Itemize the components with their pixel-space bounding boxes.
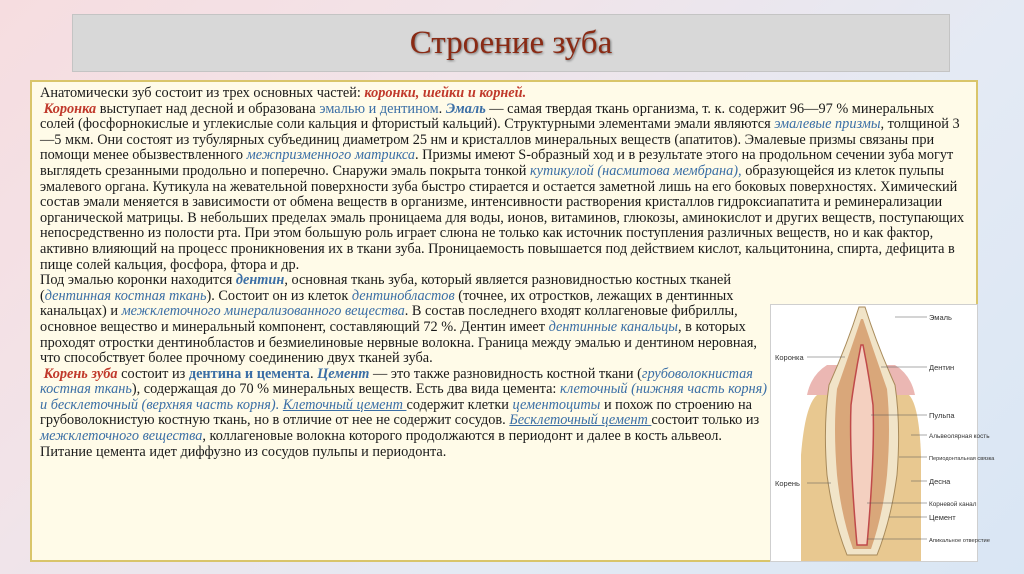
text-run: , основная ткань зуба, который является разновидностью костных тканей (	[40, 272, 732, 304]
term-enamel: Эмаль	[445, 100, 486, 117]
label-crown: Коронка	[775, 353, 804, 362]
text-run: — самая твердая ткань организма, т. к. содержит 96—97 % минеральных солей (фосфорнокислые и углекислые соли кальция и фтористый кальций). Структурными элементами эмали являются	[40, 100, 935, 133]
label-periodontal-ligament: Периодонтальная связка	[929, 456, 995, 462]
term-interprism-matrix: межпризменного матрикса	[246, 147, 415, 164]
text-run: ). Состоит он из клеток	[206, 287, 352, 304]
text-run: .	[438, 100, 446, 117]
term-intercellular-substance-2: межклеточного вещества	[40, 428, 203, 445]
text-run: . Призмы имеют S-образный ход и в результате этого на продольном сечении зуба могут выглядеть срезанными продольно и поперечно. Снаружи эмаль покрыта тонкой	[40, 147, 954, 179]
label-root: Корень	[775, 479, 800, 488]
term-cementocytes: цементоциты	[512, 396, 601, 413]
text-run: и похож по строению на грубоволокнистую костную ткань, но в отличие от нее не содержит сосудов.	[40, 396, 752, 429]
paragraph-root-cement	[40, 367, 770, 461]
label-gum: Десна	[929, 477, 951, 486]
text-run: (точнее, их отростков, лежащих в дентинных канальцах) и	[40, 287, 734, 320]
text-run: — это также разновидность костной ткани (	[369, 365, 642, 382]
term-dentinoblasts: дентинобластов	[351, 287, 455, 304]
tooth-diagram	[770, 304, 995, 562]
term-cement: Цемент	[317, 365, 370, 382]
slide-title: Строение зуба	[409, 24, 613, 61]
term-cellular-cement: Клеточный цемент	[282, 396, 407, 413]
text-run: Анатомически зуб состоит из трех основных частей:	[40, 85, 365, 101]
paragraph-crown-enamel	[40, 86, 970, 273]
text-run: образующейся из клеток пульпы эмалевого органа. Кутикула на жевательной поверхности зуба быстро стирается и остается заметной лишь на его боковых поверхностях. Химический состав эмали меняется в зависимости от обмена веществ в организме, интенсивности растворения кристаллов гидроксиапатита и реминерализации органической матрицы. В небольших пределах эмаль проницаема для воды, ионов, витаминов, глюкозы, аминокислот и других веществ, поступающих непосредственно из полости рта. При этом большую роль играет слюна не только как источник поступления различных веществ, но и как фактор, активно влияющий на процесс проникновения их в ткани зуба. Проницаемость повышается под действием кислот, кальцитонина, спирта, дефицита в пище солей кальция, фосфора, фтора и др.	[40, 162, 965, 273]
term-parts: коронки, шейки и корней.	[364, 85, 527, 101]
text-run: состоит из	[117, 365, 189, 382]
text-run: ), содержащая до 70 % минеральных веществ. Есть два вида цемента:	[131, 381, 560, 398]
term-enamel-dentin: эмалью и дентином	[319, 100, 439, 117]
term-intercellular-substance: межклеточного минерализованного вещества	[121, 303, 405, 320]
term-cuticle: кутикулой (насмитова мембрана),	[529, 162, 742, 179]
term-root: Корень зуба	[43, 365, 118, 382]
term-enamel-prisms: эмалевые призмы	[774, 116, 881, 133]
text-run: .	[309, 365, 318, 382]
text-run: , толщиной 3—5 мкм. Они состоят из тубулярных субъединиц диаметром 25 нм и кристаллов минеральных веществ (апатитов). Эмалевые призмы связаны при помощи менее обызвествленного	[40, 116, 960, 164]
label-cement: Цемент	[929, 513, 956, 522]
term-crown: Коронка	[43, 100, 97, 117]
tooth-illustration	[771, 305, 995, 561]
text-run: выступает над десной и образована	[96, 100, 320, 117]
term-dentin: дентин	[235, 272, 285, 289]
term-acellular-cement: Бесклеточный цемент	[509, 412, 652, 429]
text-run: содержит клетки	[406, 396, 513, 413]
label-root-canal: Корневой канал	[929, 501, 977, 508]
term-cement-types: клеточный (нижняя часть корня) и бесклеточный (верхняя часть корня).	[40, 381, 768, 413]
text-run: , в которых проходят отростки дентинобластов и безмиелиновые нервные волокна. Граница между эмалью и дентином неровная, что способствует более прочному соединению двух тканей зуба.	[40, 318, 757, 367]
term-dentin-tubules: дентинные канальцы	[548, 318, 678, 335]
text-run: Питание цемента идет диффузно из сосудов пульпы и периодонта.	[40, 443, 447, 460]
paragraph-dentin	[40, 273, 770, 367]
text-run: . В состав последнего входят коллагеновые фибриллы, основное вещество и минеральный компонент, составляющий 72 %. Дентин имеет	[40, 303, 738, 335]
text-run: , коллагеновые волокна которого продолжаются в периодонт и далее в кость альвеол.	[202, 428, 722, 445]
label-alveolar-bone: Альвеолярная кость	[929, 433, 990, 440]
text-run: состоит только из	[651, 412, 760, 429]
title-bar	[72, 14, 950, 72]
label-dentin: Дентин	[929, 363, 955, 372]
term-dentin-cement: дентина и цемента	[188, 365, 310, 382]
label-pulp: Пульпа	[929, 411, 955, 420]
label-enamel: Эмаль	[929, 313, 952, 322]
text-run: Под эмалью коронки находится	[40, 272, 236, 289]
term-coarse-bone: грубоволокнистая костная ткань	[40, 365, 753, 398]
term-dentin-bone: дентинная костная ткань	[44, 287, 207, 304]
label-apical-foramen: Апикальное отверстие	[929, 538, 991, 544]
